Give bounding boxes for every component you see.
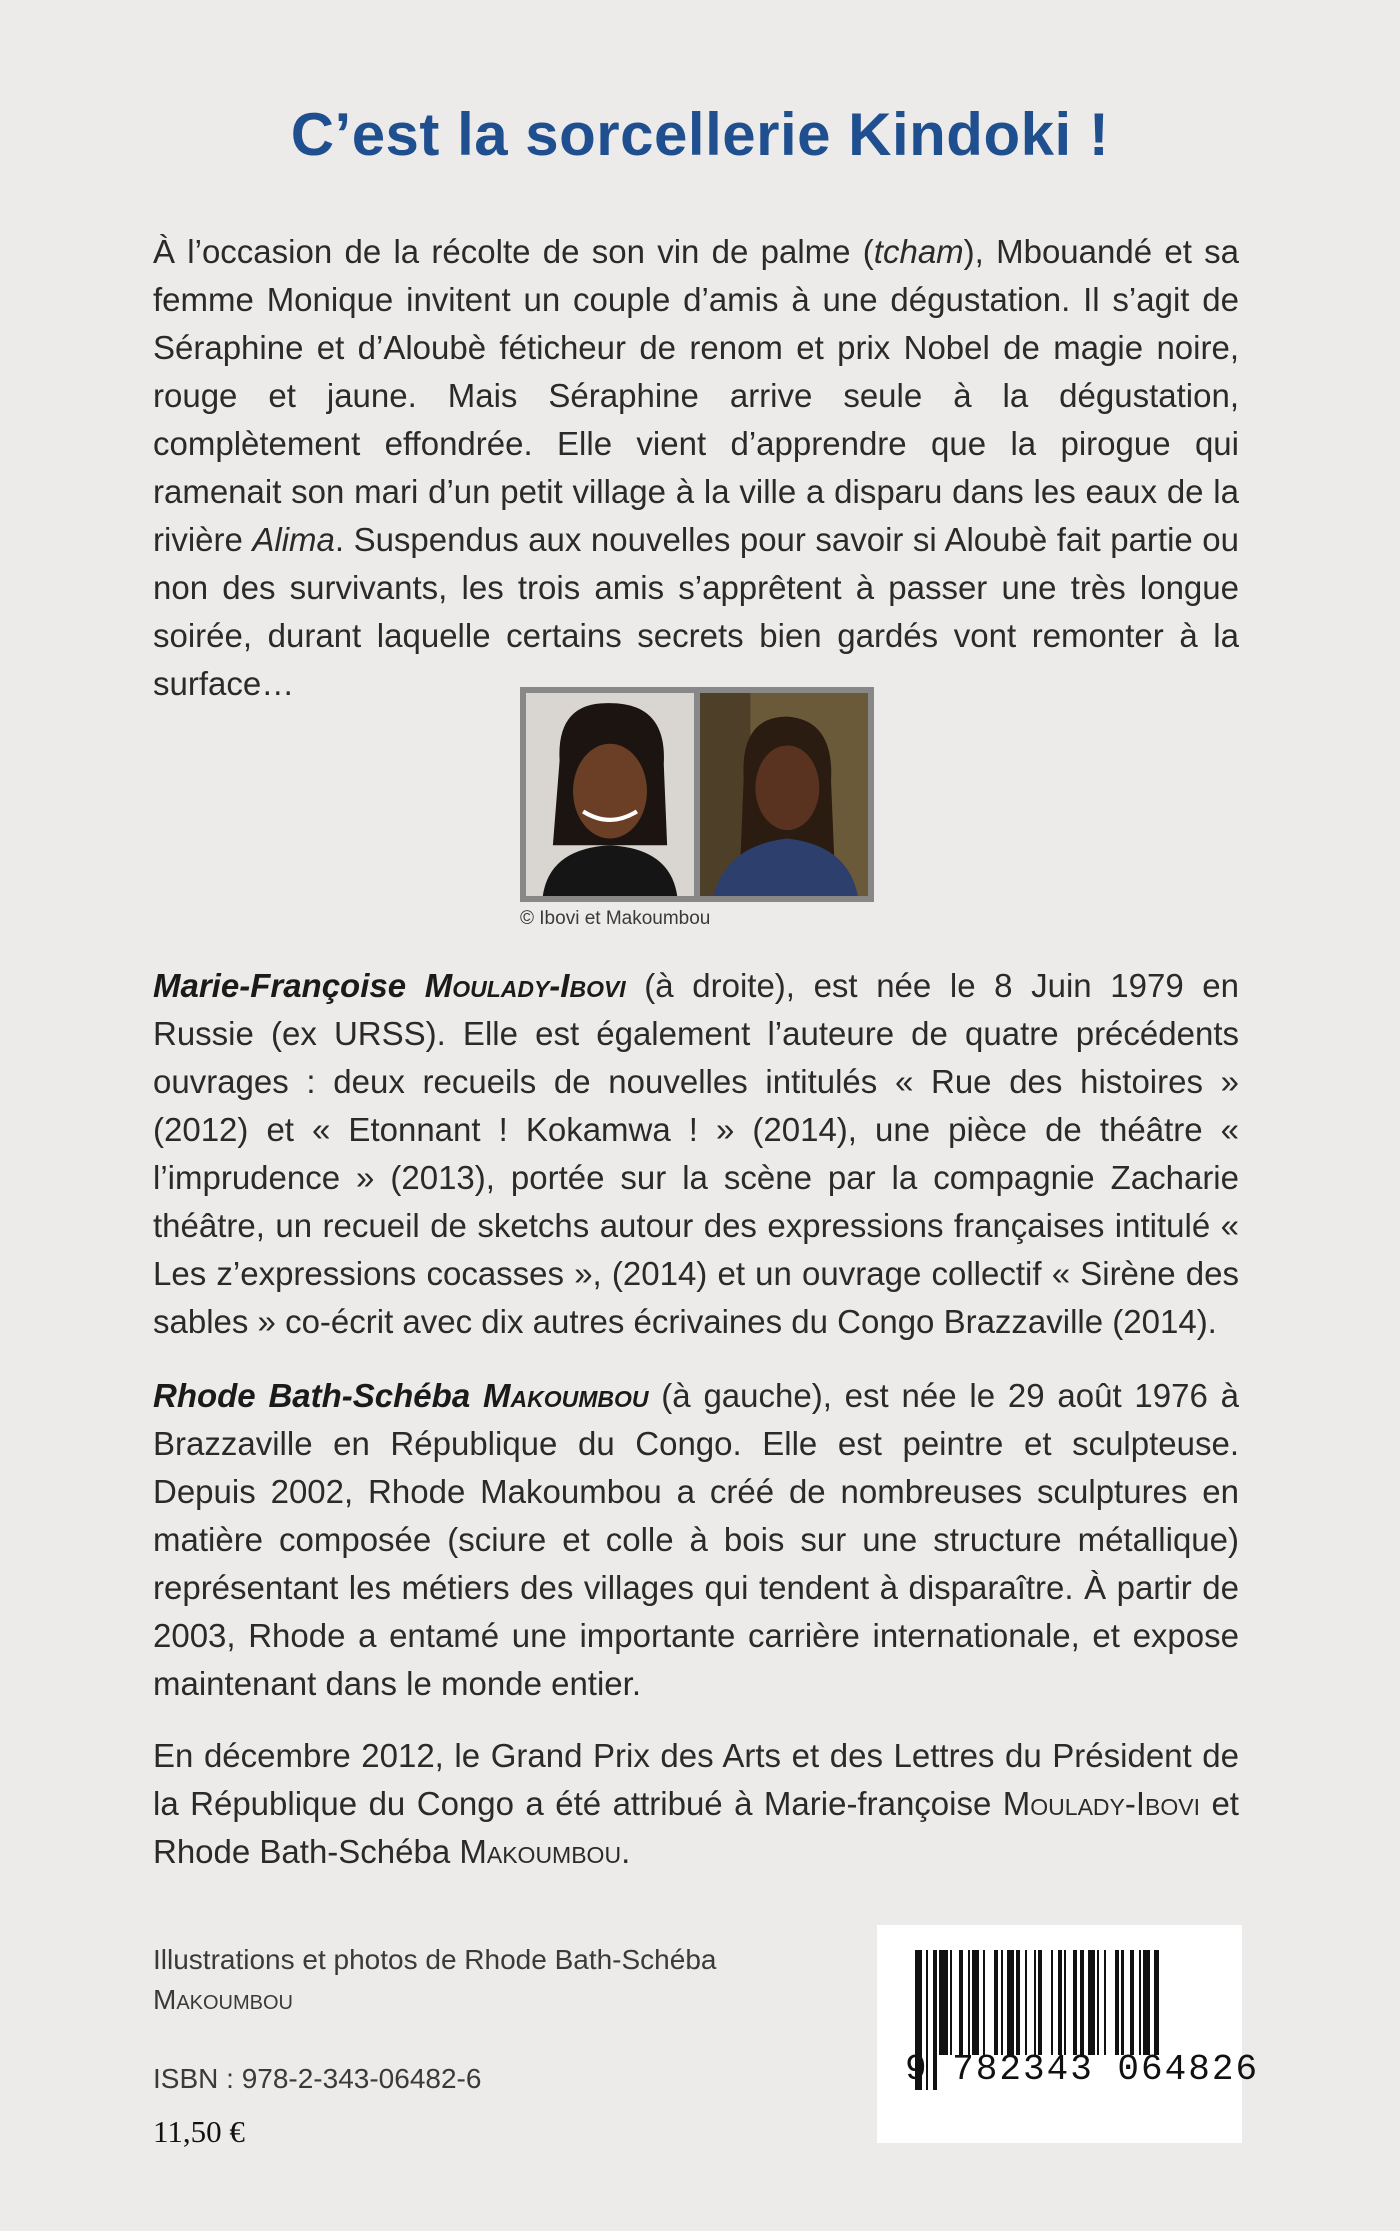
- author-photo-left: [526, 693, 694, 896]
- author-name-1: Marie-Françoise Moulady-Ibovi: [153, 967, 626, 1004]
- barcode-digits: 9 782343 064826: [905, 2049, 1260, 2090]
- author-name-2: Rhode Bath-Schéba Makoumbou: [153, 1377, 649, 1414]
- isbn: ISBN : 978-2-343-06482-6: [153, 2063, 482, 2094]
- book-title: C’est la sorcellerie Kindoki !: [290, 101, 1110, 168]
- price: 11,50 €: [153, 2114, 245, 2149]
- author-photo-right: [700, 693, 868, 896]
- bio-makoumbou: Rhode Bath-Schéba Makoumbou (à gauche), est née le 29 août 1976 à Brazzaville en République du Congo. Elle est peintre et sculpteuse. Depuis 2002, Rhode Makoumbou a créé de nombreuses sculptures en matière composée (sciure et colle à bois sur une structure métallique) représentant les métiers des villages qui tendent à disparaître. À partir de 2003, Rhode a entamé une importante carrière internationale, et expose maintenant dans le monde entier.: [153, 1377, 1240, 1702]
- synopsis-paragraph: À l’occasion de la récolte de son vin de palme (tcham), Mbouandé et sa femme Monique invitent un couple d’amis à une dégustation. Il s’agit de Séraphine et d’Aloubè féticheur de renom et prix Nobel de magie noire, rouge et jaune. Mais Séraphine arrive seule à la dégustation, complètement effondrée. Elle vient d’apprendre que la pirogue qui ramenait son mari d’un petit village à la ville a disparu dans les eaux de la rivière Alima. Suspendus aux nouvelles pour savoir si Aloubè fait partie ou non des survivants, les trois amis s’apprêtent à passer une très longue soirée, durant laquelle certains secrets bien gardés vont remonter à la surface…: [153, 233, 1239, 702]
- author-photos: [520, 687, 874, 902]
- prize-paragraph: En décembre 2012, le Grand Prix des Arts et des Lettres du Président de la République du Congo a été attribué à Marie-françoise Moulady-Ibovi et Rhode Bath-Schéba Makoumbou.: [153, 1737, 1239, 1870]
- photo-credit: © Ibovi et Makoumbou: [520, 908, 711, 929]
- alima-word: Alima: [252, 521, 335, 558]
- bio-moulady-ibovi: Marie-Françoise Moulady-Ibovi (à droite), est née le 8 Juin 1979 en Russie (ex URSS). Elle est également l’auteure de quatre précédents ouvrages : deux recueils de nouvelles intitulés « Rue des histoires » (2012) et « Etonnant ! Kokamwa ! » (2014), une pièce de théâtre « l’imprudence » (2013), portée sur la scène par la compagnie Zacharie théâtre, un recueil de sketchs autour des expressions françaises intitulé « Les z’expressions cocasses », (2014) et un ouvrage collectif « Sirène des sables » co-écrit avec dix autres écrivaines du Congo Brazzaville (2014).: [153, 967, 1239, 1340]
- illustrations-credit: Illustrations et photos de Rhode Bath-Schéba Makoumbou: [153, 1944, 717, 2015]
- barcode: [877, 1925, 1260, 2143]
- tcham-word: tcham: [873, 233, 964, 270]
